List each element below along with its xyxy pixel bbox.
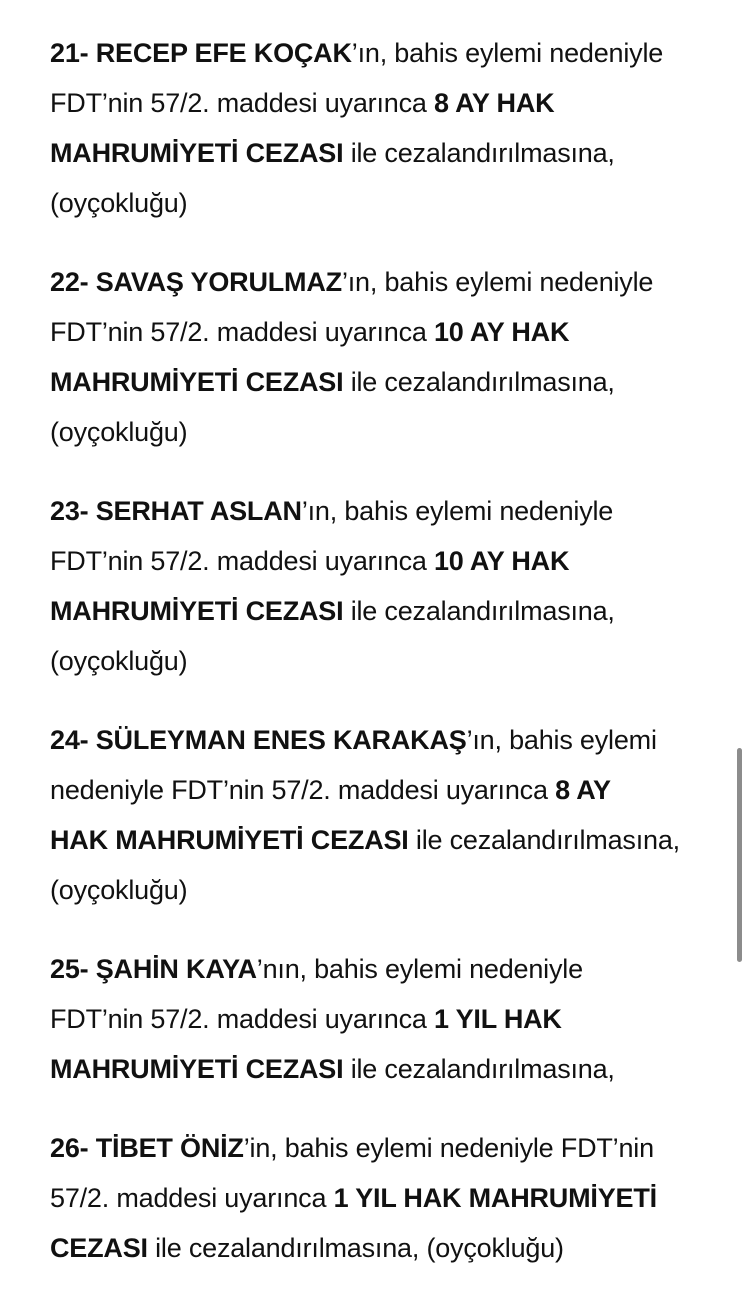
bold-text: 21- RECEP EFE KOÇAK — [50, 38, 352, 68]
bold-text: MAHRUMİYETİ CEZASI — [50, 1054, 344, 1084]
plain-text: ’ın, bahis eylemi nedeniyle — [351, 38, 664, 68]
decision-list — [50, 28, 710, 1273]
bold-text: 8 AY HAK — [433, 88, 555, 118]
plain-text: FDT’nin 57/2. maddesi uyarınca — [50, 546, 434, 576]
text-line — [50, 178, 710, 228]
bold-text: 8 AY — [555, 775, 611, 805]
plain-text: ile cezalandırılmasına, — [343, 367, 615, 397]
plain-text: ile cezalandırılmasına, — [343, 596, 615, 626]
plain-text: ile cezalandırılmasına, — [343, 1054, 615, 1084]
bold-text: 10 AY HAK — [433, 317, 570, 347]
decision-item — [50, 257, 710, 457]
text-line — [50, 128, 710, 178]
bold-text: 1 YIL HAK MAHRUMİYETİ — [333, 1183, 657, 1213]
decision-item — [50, 28, 710, 228]
decision-item — [50, 486, 710, 686]
plain-text: FDT’nin 57/2. maddesi uyarınca — [50, 88, 434, 118]
decision-item — [50, 715, 710, 915]
plain-text: (oyçokluğu) — [50, 188, 188, 218]
text-line — [50, 944, 710, 994]
bold-text: 26- TİBET ÖNİZ — [50, 1133, 244, 1163]
bold-text: MAHRUMİYETİ CEZASI — [50, 138, 344, 168]
text-line — [50, 1044, 710, 1094]
bold-text: 23- SERHAT ASLAN — [50, 496, 302, 526]
text-line — [50, 78, 710, 128]
text-line — [50, 28, 710, 78]
plain-text: (oyçokluğu) — [50, 875, 188, 905]
plain-text: ’in, bahis eylemi nedeniyle FDT’nin — [243, 1133, 654, 1163]
bold-text: 1 YIL HAK — [433, 1004, 562, 1034]
bold-text: 25- ŞAHİN KAYA — [50, 954, 257, 984]
plain-text: ile cezalandırılmasına, (oyçokluğu) — [147, 1233, 564, 1263]
text-line — [50, 765, 710, 815]
bold-text: MAHRUMİYETİ CEZASI — [50, 367, 344, 397]
decision-item — [50, 944, 710, 1094]
plain-text: (oyçokluğu) — [50, 417, 188, 447]
text-line — [50, 486, 710, 536]
text-line — [50, 1173, 710, 1223]
plain-text: ’ın, bahis eylemi nedeniyle — [301, 496, 614, 526]
text-line — [50, 586, 710, 636]
text-line — [50, 994, 710, 1044]
bold-text: HAK MAHRUMİYETİ CEZASI — [50, 825, 409, 855]
plain-text: ile cezalandırılmasına, — [343, 138, 615, 168]
text-line — [50, 257, 710, 307]
text-line — [50, 407, 710, 457]
text-line — [50, 636, 710, 686]
text-line — [50, 307, 710, 357]
decision-item — [50, 1123, 710, 1273]
bold-text: MAHRUMİYETİ CEZASI — [50, 596, 344, 626]
bold-text: 22- SAVAŞ YORULMAZ — [50, 267, 342, 297]
text-line — [50, 815, 710, 865]
plain-text: nedeniyle FDT’nin 57/2. maddesi uyarınca — [50, 775, 556, 805]
bold-text: 10 AY HAK — [433, 546, 570, 576]
plain-text: FDT’nin 57/2. maddesi uyarınca — [50, 317, 434, 347]
plain-text: ’ın, bahis eylemi nedeniyle — [341, 267, 654, 297]
plain-text: ’nın, bahis eylemi nedeniyle — [256, 954, 583, 984]
text-line — [50, 1223, 710, 1273]
plain-text: ile cezalandırılmasına, — [408, 825, 680, 855]
plain-text: 57/2. maddesi uyarınca — [50, 1183, 334, 1213]
text-line — [50, 1123, 710, 1173]
text-line — [50, 715, 710, 765]
text-line — [50, 357, 710, 407]
bold-text: 24- SÜLEYMAN ENES KARAKAŞ — [50, 725, 467, 755]
plain-text: ’ın, bahis eylemi — [466, 725, 657, 755]
text-line — [50, 865, 710, 915]
bold-text: CEZASI — [50, 1233, 148, 1263]
plain-text: (oyçokluğu) — [50, 646, 188, 676]
plain-text: FDT’nin 57/2. maddesi uyarınca — [50, 1004, 434, 1034]
text-line — [50, 536, 710, 586]
scrollbar-thumb[interactable] — [737, 748, 742, 962]
